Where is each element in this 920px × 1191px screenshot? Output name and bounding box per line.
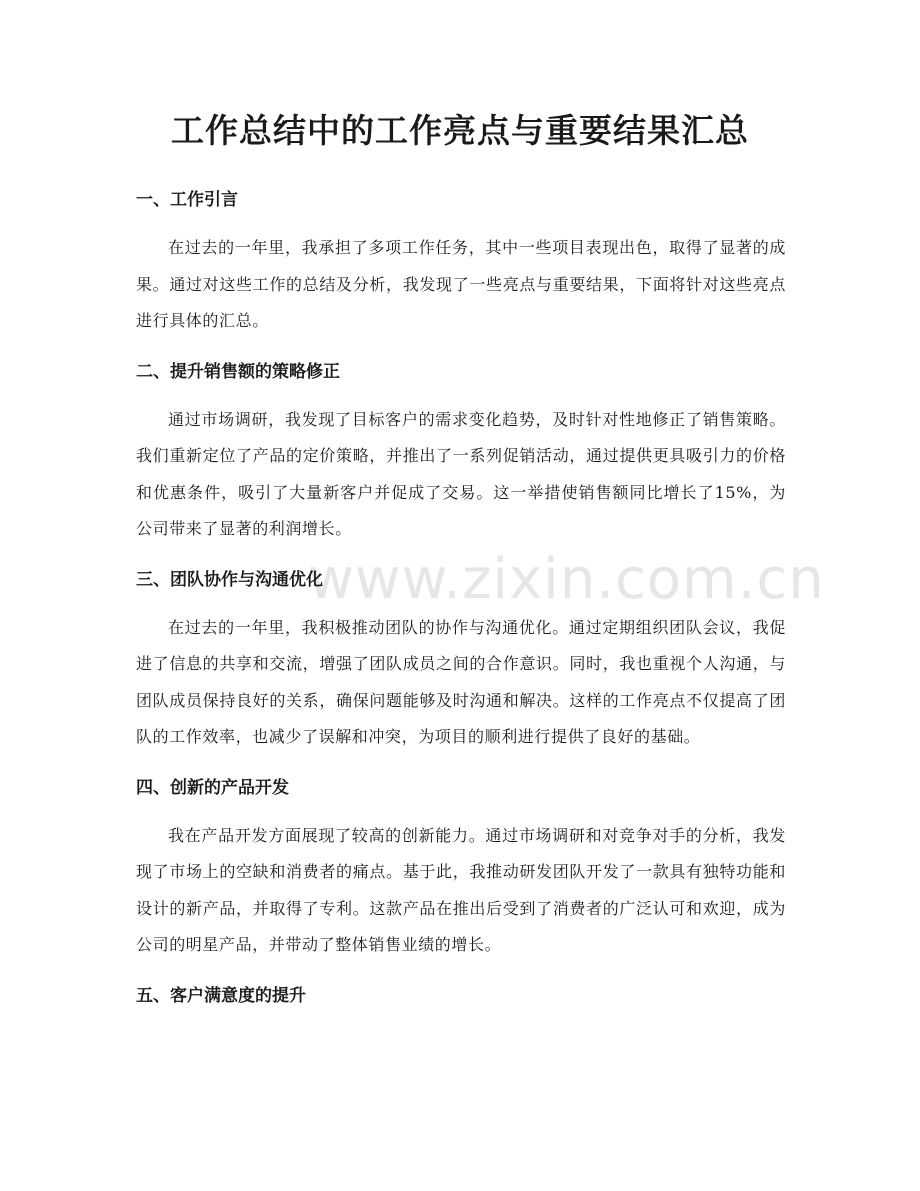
document-content [136,186,786,1010]
section-sales-strategy [136,358,786,548]
section-heading: 一、工作引言 [136,190,238,210]
section-paragraph: 在过去的一年里，我积极推动团队的协作与沟通优化。通过定期组织团队会议，我促进了信息的共享和交流，增强了团队成员之间的合作意识。同时，我也重视个人沟通，与团队成员保持良好的关系，确保问题能够及时沟通和解决。这样的工作亮点不仅提高了团队的工作效率，也减少了误解和冲突，为项目的顺利进行提供了良好的基础。 [136,617,786,746]
section-product-development [136,774,786,964]
section-heading: 五、客户满意度的提升 [136,985,306,1006]
section-team-collaboration [136,566,786,756]
section-paragraph: 通过市场调研，我发现了目标客户的需求变化趋势，及时针对性地修正了销售策略。我们重新定位了产品的定价策略，并推出了一系列促销活动，通过提供更具吸引力的价格和优惠条件，吸引了大量新客户并促成了交易。这一举措使销售额同比增长了15%，为公司带来了显著的利润增长。 [136,409,786,538]
page-title: 工作总结中的工作亮点与重要结果汇总 [171,111,749,150]
section-heading: 三、团队协作与沟通优化 [136,569,323,590]
section-heading: 二、提升销售额的策略修正 [136,361,340,382]
section-heading: 四、创新的产品开发 [136,777,289,798]
section-paragraph: 在过去的一年里，我承担了多项工作任务，其中一些项目表现出色，取得了显著的成果。通过对这些工作的总结及分析，我发现了一些亮点与重要结果，下面将针对这些亮点进行具体的汇总。 [136,238,786,330]
section-customer-satisfaction [136,982,786,1010]
section-intro [136,186,786,340]
watermark: www.zixin.com.cn [308,547,825,612]
section-paragraph: 我在产品开发方面展现了较高的创新能力。通过市场调研和对竞争对手的分析，我发现了市场上的空缺和消费者的痛点。基于此，我推动研发团队开发了一款具有独特功能和设计的新产品，并取得了专利。这款产品在推出后受到了消费者的广泛认可和欢迎，成为公司的明星产品，并带动了整体销售业绩的增长。 [136,825,786,954]
